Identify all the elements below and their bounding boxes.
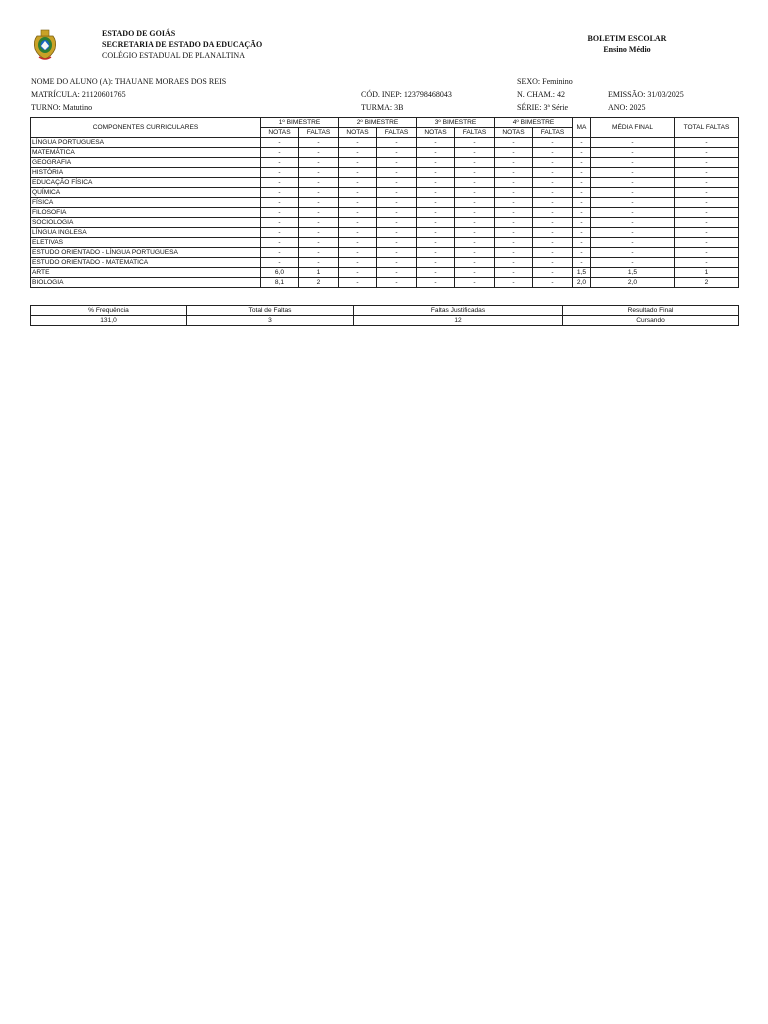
grade-cell: - (299, 158, 339, 168)
grade-cell: - (455, 208, 495, 218)
grade-cell: - (495, 178, 533, 188)
grade-cell: - (455, 198, 495, 208)
subject-name: HISTÓRIA (31, 168, 261, 178)
grade-cell: - (261, 228, 299, 238)
grade-cell: - (261, 178, 299, 188)
table-row (31, 168, 739, 178)
grade-cell: - (261, 198, 299, 208)
grade-cell: - (495, 228, 533, 238)
grade-cell: 1,5 (591, 268, 675, 278)
grade-cell: - (261, 258, 299, 268)
grade-cell: - (261, 148, 299, 158)
grade-cell: - (533, 278, 573, 288)
grade-cell: - (377, 148, 417, 158)
col-notes: NOTAS (261, 128, 299, 138)
subject-name: ESTUDO ORIENTADO - LÍNGUA PORTUGUESA (31, 248, 261, 258)
grade-cell: - (339, 158, 377, 168)
grade-cell: - (417, 188, 455, 198)
grade-cell: - (299, 258, 339, 268)
grade-cell: - (339, 278, 377, 288)
grade-cell: - (339, 268, 377, 278)
grade-cell: - (495, 158, 533, 168)
col-absences: FALTAS (533, 128, 573, 138)
grade-cell: - (417, 258, 455, 268)
grade-cell: - (261, 168, 299, 178)
subject-name: FILOSOFIA (31, 208, 261, 218)
grade-cell: - (339, 198, 377, 208)
subject-name: GEOGRAFIA (31, 158, 261, 168)
document-heading (568, 33, 686, 55)
col-absences: FALTAS (455, 128, 495, 138)
grade-cell: 2 (675, 278, 739, 288)
summary-header-row (31, 306, 739, 316)
grade-cell: - (591, 258, 675, 268)
subject-name: LÍNGUA INGLESA (31, 228, 261, 238)
grade-cell: - (495, 138, 533, 148)
student-shift: TURNO: Matutino (31, 103, 93, 112)
grade-cell: - (377, 198, 417, 208)
secretariat-name: SECRETARIA DE ESTADO DA EDUCAÇÃO (102, 40, 263, 49)
state-name: ESTADO DE GOIÁS (102, 29, 176, 38)
grade-cell: - (495, 198, 533, 208)
grades-body (31, 138, 739, 288)
subject-name: ESTUDO ORIENTADO - MATEMATICA (31, 258, 261, 268)
grade-cell: - (339, 208, 377, 218)
col-final-average: MÉDIA FINAL (591, 118, 675, 138)
final-result-header: Resultado Final (563, 306, 739, 316)
grade-cell: - (299, 208, 339, 218)
grade-cell: - (455, 268, 495, 278)
col-absences: FALTAS (299, 128, 339, 138)
grade-cell: - (339, 178, 377, 188)
table-row (31, 188, 739, 198)
grade-cell: - (339, 248, 377, 258)
final-result-value: Cursando (563, 316, 739, 326)
grade-cell: - (591, 178, 675, 188)
grade-cell: - (533, 148, 573, 158)
grade-cell: - (591, 158, 675, 168)
call-number: N. CHAM.: 42 (517, 90, 566, 99)
grade-cell: - (377, 228, 417, 238)
grade-cell: - (299, 188, 339, 198)
col-bimester-3: 3º BIMESTRE (417, 118, 495, 128)
grade-cell: - (675, 158, 739, 168)
total-absences-header: Total de Faltas (187, 306, 354, 316)
grade-cell: 6,0 (261, 268, 299, 278)
grade-cell: - (675, 228, 739, 238)
grade-cell: - (455, 158, 495, 168)
education-level: Ensino Médio (603, 45, 651, 54)
table-row (31, 208, 739, 218)
table-row (31, 178, 739, 188)
grade-cell: - (339, 228, 377, 238)
grade-cell: - (675, 198, 739, 208)
grade-cell: - (675, 188, 739, 198)
subject-name: EDUCAÇÃO FÍSICA (31, 178, 261, 188)
grade-cell: - (455, 148, 495, 158)
header-institution (102, 28, 262, 61)
grade-cell: - (675, 208, 739, 218)
grade-cell: - (377, 178, 417, 188)
frequency-value: 131,0 (31, 316, 187, 326)
table-row (31, 138, 739, 148)
justified-absences-value: 12 (354, 316, 563, 326)
grade-cell: - (455, 178, 495, 188)
grade-cell: - (573, 248, 591, 258)
subject-name: SOCIOLOGIA (31, 218, 261, 228)
grade-cell: - (417, 228, 455, 238)
grade-cell: - (377, 208, 417, 218)
grade-cell: - (675, 258, 739, 268)
grade-cell: - (495, 168, 533, 178)
grade-cell: - (495, 208, 533, 218)
grade-cell: - (675, 138, 739, 148)
grade-cell: - (299, 138, 339, 148)
table-row (31, 248, 739, 258)
grade-cell: - (533, 218, 573, 228)
grade-cell: - (299, 178, 339, 188)
grade-cell: - (591, 198, 675, 208)
grade-cell: - (455, 238, 495, 248)
grade-cell: - (495, 248, 533, 258)
grade-cell: - (417, 158, 455, 168)
grade-cell: 2 (299, 278, 339, 288)
grade-cell: - (533, 198, 573, 208)
student-enrollment: MATRÍCULA: 21120601765 (31, 90, 126, 99)
grade-cell: - (591, 188, 675, 198)
table-row (31, 228, 739, 238)
grade-cell: - (533, 248, 573, 258)
grade-cell: - (417, 208, 455, 218)
grade-cell: - (533, 178, 573, 188)
grade-cell: - (455, 248, 495, 258)
grade-cell: - (339, 138, 377, 148)
grade-cell: - (455, 138, 495, 148)
grade-cell: - (533, 268, 573, 278)
col-ma: MA (573, 118, 591, 138)
grade-cell: - (417, 238, 455, 248)
grade-cell: - (573, 168, 591, 178)
grade-cell: - (377, 218, 417, 228)
grade-cell: - (377, 238, 417, 248)
grade-cell: - (455, 278, 495, 288)
grade-cell: - (591, 208, 675, 218)
col-bimester-2: 2º BIMESTRE (339, 118, 417, 128)
grade-cell: - (591, 238, 675, 248)
grade-cell: - (533, 228, 573, 238)
grade-cell: - (533, 208, 573, 218)
grade-cell: - (573, 228, 591, 238)
grade-cell: - (533, 258, 573, 268)
grade-cell: - (533, 238, 573, 248)
grade-cell: - (573, 238, 591, 248)
grade-cell: - (573, 138, 591, 148)
subject-name: FÍSICA (31, 198, 261, 208)
grade-cell: - (573, 178, 591, 188)
grade-cell: - (339, 238, 377, 248)
grade-cell: - (299, 148, 339, 158)
grade-cell: - (377, 168, 417, 178)
issue-date: EMISSÃO: 31/03/2025 (608, 90, 684, 99)
grade-cell: - (533, 188, 573, 198)
grade-cell: - (417, 148, 455, 158)
grade-cell: - (339, 148, 377, 158)
grade-cell: - (377, 268, 417, 278)
table-row (31, 198, 739, 208)
table-row (31, 218, 739, 228)
subject-name: LÍNGUA PORTUGUESA (31, 138, 261, 148)
grade-cell: - (455, 228, 495, 238)
table-row (31, 258, 739, 268)
grade-cell: - (573, 198, 591, 208)
col-notes: NOTAS (417, 128, 455, 138)
grade-cell: - (573, 188, 591, 198)
grade-cell: - (417, 218, 455, 228)
grade-cell: - (417, 268, 455, 278)
grade-cell: - (591, 138, 675, 148)
state-coat-of-arms-icon (31, 27, 59, 61)
grade-cell: - (339, 258, 377, 268)
grade-cell: - (417, 138, 455, 148)
grade-cell: - (675, 238, 739, 248)
grade-cell: - (339, 168, 377, 178)
subject-name: QUÍMICA (31, 188, 261, 198)
grade-cell: - (377, 158, 417, 168)
grade-cell: - (417, 278, 455, 288)
total-absences-value: 3 (187, 316, 354, 326)
grade-cell: - (299, 168, 339, 178)
grade-cell: - (675, 148, 739, 158)
col-notes: NOTAS (495, 128, 533, 138)
grade-cell: - (591, 218, 675, 228)
grades-header-row (31, 118, 739, 128)
grade-cell: - (417, 168, 455, 178)
grade-cell: - (299, 238, 339, 248)
col-bimester-4: 4º BIMESTRE (495, 118, 573, 128)
grade-cell: - (675, 168, 739, 178)
grade-cell: - (495, 258, 533, 268)
grade-cell: - (299, 228, 339, 238)
subject-name: MATEMÁTICA (31, 148, 261, 158)
school-year: ANO: 2025 (608, 103, 646, 112)
grade-cell: - (339, 218, 377, 228)
school-inep-code: CÓD. INEP: 123798468043 (361, 90, 452, 99)
grade-cell: 2,0 (591, 278, 675, 288)
table-row (31, 238, 739, 248)
frequency-header: % Frequência (31, 306, 187, 316)
grade-cell: - (339, 188, 377, 198)
grade-cell: - (495, 148, 533, 158)
grade-cell: 1,5 (573, 268, 591, 278)
justified-absences-header: Faltas Justificadas (354, 306, 563, 316)
summary-table (30, 305, 739, 326)
grade-cell: - (533, 158, 573, 168)
grade-cell: - (377, 138, 417, 148)
grade-cell: 1 (299, 268, 339, 278)
table-row (31, 268, 739, 278)
student-grade: SÉRIE: 3ª Série (517, 103, 569, 112)
col-bimester-1: 1º BIMESTRE (261, 118, 339, 128)
grades-table (30, 117, 739, 288)
grade-cell: - (261, 208, 299, 218)
col-components: COMPONENTES CURRICULARES (31, 118, 261, 138)
grade-cell: - (591, 228, 675, 238)
col-total-absences: TOTAL FALTAS (675, 118, 739, 138)
grade-cell: - (675, 248, 739, 258)
grade-cell: - (591, 248, 675, 258)
grade-cell: - (261, 138, 299, 148)
grade-cell: - (573, 148, 591, 158)
grade-cell: - (495, 268, 533, 278)
grade-cell: - (377, 188, 417, 198)
grade-cell: - (261, 248, 299, 258)
student-class: TURMA: 3B (361, 103, 404, 112)
subject-name: BIOLOGIA (31, 278, 261, 288)
table-row (31, 148, 739, 158)
grade-cell: 2,0 (573, 278, 591, 288)
grade-cell: - (417, 178, 455, 188)
grade-cell: - (495, 188, 533, 198)
grade-cell: - (573, 218, 591, 228)
grade-cell: - (675, 218, 739, 228)
student-sex: SEXO: Feminino (517, 77, 573, 86)
grade-cell: - (377, 278, 417, 288)
summary-value-row (31, 316, 739, 326)
subject-name: ARTE (31, 268, 261, 278)
table-row (31, 278, 739, 288)
grade-cell: - (261, 188, 299, 198)
grade-cell: 8,1 (261, 278, 299, 288)
grade-cell: - (495, 278, 533, 288)
grade-cell: - (299, 218, 339, 228)
grade-cell: - (675, 178, 739, 188)
grade-cell: - (377, 258, 417, 268)
col-absences: FALTAS (377, 128, 417, 138)
grade-cell: - (573, 208, 591, 218)
grade-cell: - (261, 158, 299, 168)
grade-cell: - (377, 248, 417, 258)
grade-cell: - (455, 258, 495, 268)
grade-cell: - (417, 248, 455, 258)
grade-cell: - (591, 148, 675, 158)
grade-cell: - (533, 138, 573, 148)
grade-cell: - (299, 248, 339, 258)
grade-cell: - (495, 218, 533, 228)
grade-cell: - (455, 168, 495, 178)
grade-cell: - (495, 238, 533, 248)
grade-cell: - (261, 238, 299, 248)
school-name: COLÉGIO ESTADUAL DE PLANALTINA (102, 51, 245, 60)
student-name: NOME DO ALUNO (A): THAUANE MORAES DOS REIS (31, 77, 227, 86)
grade-cell: 1 (675, 268, 739, 278)
grade-cell: - (591, 168, 675, 178)
col-notes: NOTAS (339, 128, 377, 138)
grade-cell: - (573, 158, 591, 168)
grade-cell: - (533, 168, 573, 178)
table-row (31, 158, 739, 168)
document-title: BOLETIM ESCOLAR (587, 34, 667, 43)
grade-cell: - (299, 198, 339, 208)
grade-cell: - (455, 218, 495, 228)
grade-cell: - (417, 198, 455, 208)
grade-cell: - (573, 258, 591, 268)
subject-name: ELETIVAS (31, 238, 261, 248)
grade-cell: - (261, 218, 299, 228)
grade-cell: - (455, 188, 495, 198)
